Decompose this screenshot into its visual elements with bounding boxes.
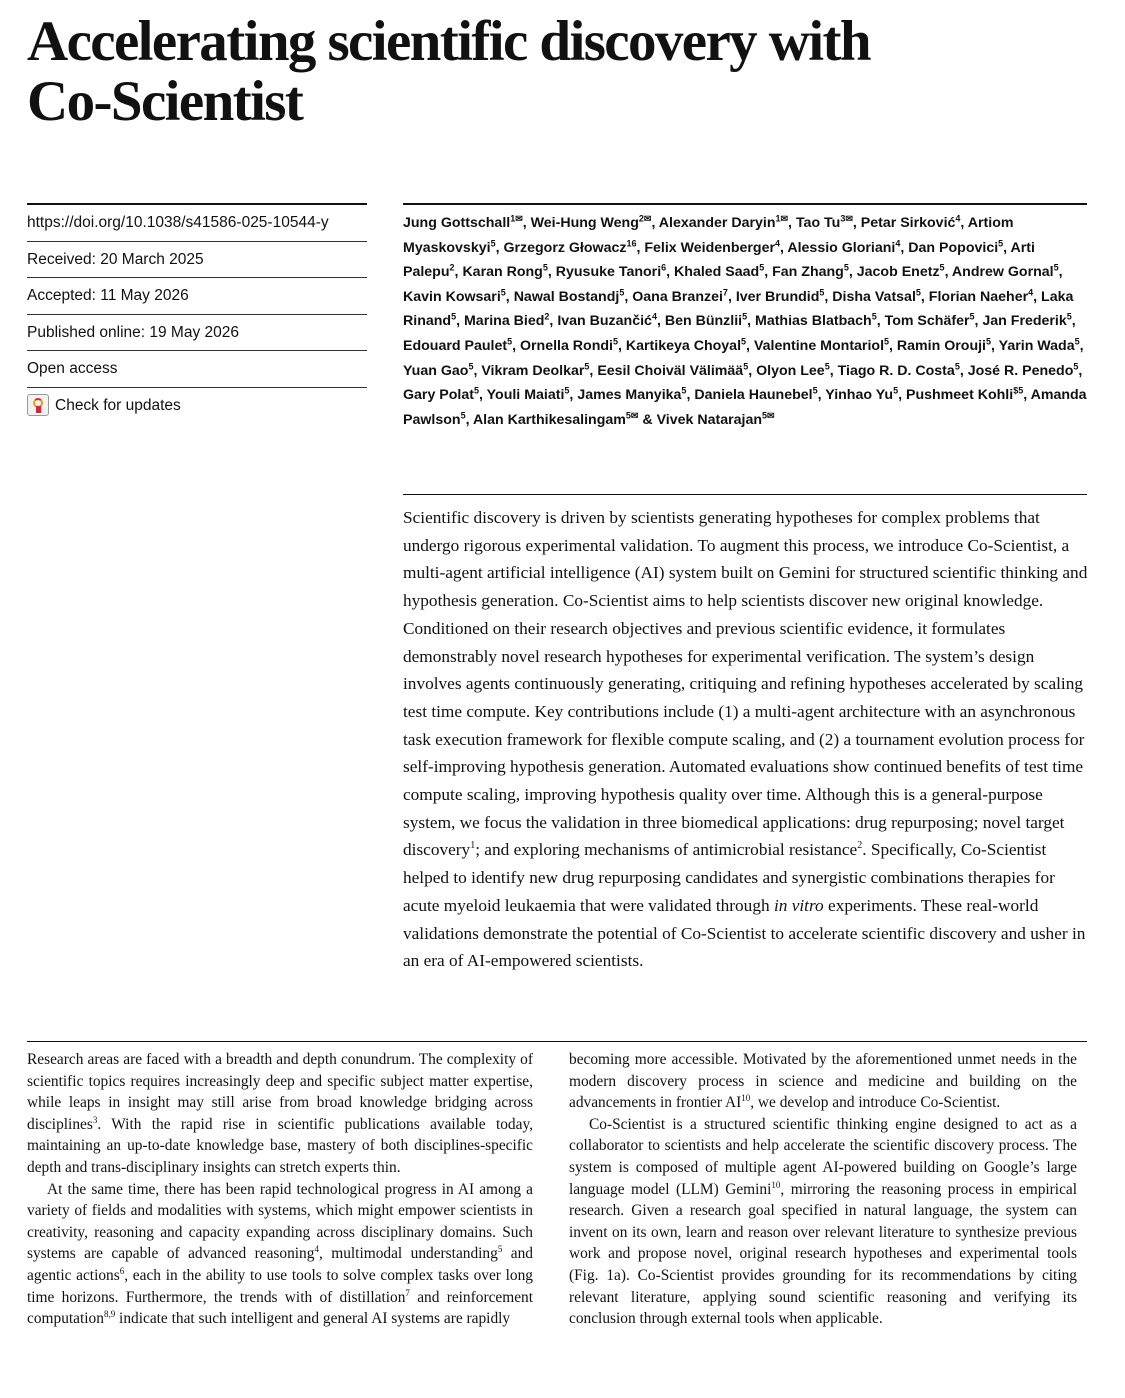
citation-ref[interactable]: 5: [497, 1244, 503, 1255]
author-name[interactable]: Ben Bünzlii: [664, 313, 743, 330]
author-name[interactable]: Oana Branzei: [632, 288, 723, 305]
author-separator: ,: [465, 411, 473, 428]
author-name[interactable]: Dan Popovici: [908, 239, 999, 256]
author-name[interactable]: Yinhao Yu: [825, 387, 894, 404]
author-affiliation: 5: [584, 360, 590, 371]
author-name[interactable]: Jung Gottschall: [403, 215, 511, 231]
author-separator: ,: [549, 313, 558, 330]
author-name[interactable]: Kartikeya Choyal: [625, 337, 742, 354]
author-name[interactable]: Tom Schäfer: [884, 313, 970, 330]
author-affiliation: 3✉: [840, 213, 853, 224]
author-affiliation: 5: [451, 311, 457, 322]
author-separator: ,: [876, 313, 885, 330]
author-separator: ,: [473, 362, 482, 379]
body-text: becoming more accessible. Motivated by the aforementioned unmet needs in the modern discovery process in science and medicine and building on the advancements in frontier AI: [569, 1051, 1077, 1112]
author-separator: ,: [900, 239, 909, 256]
citation-ref[interactable]: 2: [857, 840, 863, 852]
author-name[interactable]: Nawal Bostandj: [513, 288, 620, 305]
author-name[interactable]: Mathias Blatbach: [755, 313, 872, 330]
author-name[interactable]: Yarin Wada: [998, 337, 1075, 354]
author-affiliation: 2: [449, 262, 455, 273]
body-text: Co-Scientist is a structured scientific thinking engine designed to act as a collaborator to scientists and help accelerate the scientific discovery process. The system is composed of multiple agent AI-powered building on Google’s large language model (LLM) Gemini: [569, 1115, 1077, 1198]
author-affiliation: 7: [722, 287, 728, 298]
title-line-1: Accelerating scientific discovery with: [27, 10, 871, 73]
author-affiliation: 5: [1053, 262, 1059, 273]
author-affiliation: 4: [651, 311, 657, 322]
author-name[interactable]: Laka Rinand: [403, 288, 1074, 330]
abstract-text: experiments. These real-world validations demonstrate the potential of Co-Scientist to accelerate scientific discovery and usher in an era of AI-empowered scientists.: [403, 895, 1086, 971]
author-name[interactable]: Pushmeet Kohli: [905, 387, 1014, 404]
author-separator: ,: [651, 215, 659, 231]
citation-ref[interactable]: 8,9: [103, 1309, 116, 1319]
author-affiliation: 1✉: [510, 213, 523, 224]
crossmark-icon[interactable]: [27, 394, 49, 416]
author-affiliation: 5: [507, 336, 513, 347]
author-name[interactable]: Iver Brundid: [735, 288, 820, 305]
author-affiliation: 4: [1028, 287, 1034, 298]
author-separator: ,: [960, 215, 968, 231]
author-separator: ,: [495, 239, 504, 256]
author-affiliation: 5: [742, 311, 748, 322]
body-text: , each in the ability to use tools to solve complex tasks over long time horizons. Furthermore, the trends with of distillation: [27, 1266, 533, 1306]
body-column-left: [27, 1049, 533, 1330]
author-affiliation: 5: [915, 287, 921, 298]
author-affiliation: 5: [871, 311, 877, 322]
author-name[interactable]: Jacob Enetz: [856, 264, 940, 281]
title-line-2: Co-Scientist: [27, 70, 303, 133]
author-name[interactable]: Tiago R. D. Costa: [837, 362, 955, 379]
author-separator: ,: [991, 337, 999, 354]
body-text: and agentic actions: [27, 1245, 533, 1284]
author-separator: ,: [512, 337, 520, 354]
citation-ref[interactable]: 10: [771, 1179, 781, 1190]
author-name[interactable]: Edouard Paulet: [403, 337, 508, 354]
author-name[interactable]: Felix Weidenberger: [644, 239, 775, 256]
body-text: , multimodal understanding: [318, 1245, 498, 1263]
author-affiliation: 5: [812, 385, 818, 396]
author-name[interactable]: Tao Tu: [795, 215, 841, 231]
body-paragraph: [27, 1179, 533, 1330]
author-name[interactable]: Arti Palepu: [403, 239, 1035, 281]
author-separator: ,: [522, 215, 531, 231]
author-name[interactable]: Gary Polat: [403, 387, 474, 404]
author-affiliation: 5: [490, 237, 496, 248]
author-affiliation: 5: [542, 262, 548, 273]
author-separator: &: [638, 411, 657, 428]
author-affiliation: 5: [819, 287, 825, 298]
author-separator: ,: [920, 288, 929, 305]
abstract-text: . Specifically, Co-Scientist helped to identify new drug repurposing candidates and synergistic combinations therapies for acute myeloid leukaemia that were validated through: [403, 840, 1055, 915]
author-affiliation: 5: [893, 385, 899, 396]
author-affiliation: 5: [884, 336, 890, 347]
author-affiliation: 5: [969, 311, 975, 322]
body-paragraph: [27, 1049, 533, 1179]
author-list: [403, 211, 1093, 432]
citation-ref[interactable]: 6: [119, 1265, 125, 1276]
author-separator: ,: [478, 387, 487, 404]
author-name[interactable]: Kavin Kowsari: [403, 288, 501, 305]
author-name[interactable]: Alessio Gloriani: [787, 239, 896, 256]
author-affiliation: 16: [626, 237, 637, 248]
author-affiliation: 5: [741, 336, 747, 347]
author-name[interactable]: Ramin Orouji: [896, 337, 986, 354]
author-name[interactable]: Youli Maiati: [486, 387, 565, 404]
author-separator: ,: [1033, 288, 1042, 305]
author-name[interactable]: Petar Sirković: [860, 215, 956, 231]
author-name[interactable]: Valentine Montariol: [753, 337, 885, 354]
author-affiliation: 5: [1066, 311, 1072, 322]
author-name[interactable]: Ornella Rondi: [519, 337, 613, 354]
author-name[interactable]: Ivan Buzančić: [557, 313, 652, 330]
author-separator: ,: [747, 313, 755, 330]
author-affiliation: 5: [986, 336, 992, 347]
author-separator: ,: [636, 239, 645, 256]
author-affiliation: 5: [681, 385, 687, 396]
author-affiliation: 4: [955, 213, 961, 224]
author-name[interactable]: José R. Penedo: [967, 362, 1074, 379]
abstract-text: Scientific discovery is driven by scientists generating hypotheses for complex problems that undergo rigorous experimental validation. To augment this process, we introduce Co-Scientist, a multi-agent artificial intelligence (AI) system built on Gemini for structured scientific thinking and hypothesis generation. Co-Scientist aims to help scientists discover new original knowledge. Conditioned on their research objectives and previous scientific evidence, it formulates demonstrably novel research hypotheses for experimental verification. The system’s design involves agents continuously generating, critiquing and refining hypotheses accelerated by scaling test time compute. Key contributions include (1) a multi-agent architecture with an asynchronous task execution framework for flexible compute scaling, and (2) a tournament evolution process for self-improving hypothesis generation. Automated evaluations show continued benefits of test time compute scaling, improving hypothesis quality over time. Although this is a general-purpose system, we focus the validation in three biomedical applications: drug repurposing; novel target discovery: [403, 508, 1088, 860]
author-separator: ,: [1078, 362, 1083, 379]
author-name[interactable]: Olyon Lee: [756, 362, 825, 379]
author-affiliation: 5: [998, 237, 1004, 248]
author-separator: ,: [764, 264, 773, 281]
author-separator: ,: [852, 215, 861, 231]
check-for-updates-label: Check for updates: [55, 396, 181, 414]
author-affiliation: 5✉: [625, 410, 639, 421]
body-text: , mirroring the reasoning process in empirical research. Given a research goal specified in natural language, the system can invent on its own, learn and reason over relevant literature to synthesize previous work and propose novel, original research hypotheses and experimental tools (Fig. 1a). Co-Scientist provides grounding for its recommendations by citing relevant literature, applying sound scientific reasoning and verifying its conclusion through external tools when applicable.: [569, 1180, 1078, 1328]
author-affiliation: 6: [661, 262, 667, 273]
author-affiliation: 5: [612, 336, 618, 347]
author-name[interactable]: Jan Frederik: [982, 313, 1067, 330]
author-name[interactable]: Disha Vatsal: [832, 288, 916, 305]
author-name[interactable]: Yuan Gao: [403, 362, 469, 379]
body-text: Research areas are faced with a breadth and depth conundrum. The complexity of scientific topics requires increasingly deep and specific subject matter expertise, while leaps in insight may still arise from broad knowledge bridging across disciplines: [27, 1051, 533, 1133]
author-separator: ,: [829, 362, 838, 379]
author-name[interactable]: Alan Karthikesalingam: [472, 411, 626, 428]
body-text: indicate that such intelligent and general AI systems are rapidly: [115, 1310, 511, 1328]
author-separator: ,: [1079, 337, 1084, 354]
author-separator: ,: [974, 313, 983, 330]
received-date: Received: 20 March 2025: [27, 242, 367, 279]
citation-ref[interactable]: 3: [92, 1114, 98, 1125]
author-name[interactable]: Khaled Saad: [674, 264, 760, 281]
author-separator: ,: [666, 264, 675, 281]
author-separator: ,: [944, 264, 952, 281]
author-separator: ,: [454, 264, 463, 281]
author-name[interactable]: Andrew Gornal: [951, 264, 1054, 281]
article-metadata: [27, 203, 367, 423]
author-separator: ,: [624, 288, 633, 305]
author-separator: ,: [898, 387, 906, 404]
published-date: Published online: 19 May 2026: [27, 315, 367, 352]
author-affiliation: 2✉: [638, 213, 652, 224]
author-affiliation: 1✉: [775, 213, 789, 224]
author-affiliation: 5: [1073, 360, 1079, 371]
author-affiliation: 4: [895, 237, 901, 248]
abstract-italic: in vitro: [773, 895, 824, 915]
body-column-right: [569, 1049, 1077, 1330]
author-affiliation: 5: [564, 385, 570, 396]
author-name[interactable]: Eesil Choiväl Välimää: [597, 362, 744, 379]
author-separator: ,: [589, 362, 598, 379]
author-affiliation: 5: [473, 385, 479, 396]
doi-link[interactable]: https://doi.org/10.1038/s41586-025-10544-y: [27, 205, 367, 242]
author-affiliation: 5: [954, 360, 960, 371]
author-separator: ,: [817, 387, 826, 404]
citation-ref[interactable]: 7: [405, 1287, 410, 1298]
author-separator: ,: [848, 264, 857, 281]
article-title: [27, 12, 1027, 132]
author-name[interactable]: Grzegorz Głowacz: [503, 239, 627, 256]
author-separator: ,: [959, 362, 968, 379]
authors-top-rule: [403, 203, 1087, 205]
body-text: At the same time, there has been rapid technological progress in AI among a variety of fields and modalities with systems, which might empower scientists in creativity, reasoning and capacity expanding across disciplinary domains. Such systems are capable of advanced reasoning: [27, 1180, 533, 1263]
author-affiliation: 5: [1074, 336, 1080, 347]
author-separator: ,: [788, 215, 796, 231]
author-affiliation: $5: [1013, 385, 1024, 396]
author-separator: ,: [746, 337, 754, 354]
author-separator: ,: [618, 337, 626, 354]
author-separator: ,: [1058, 264, 1063, 281]
citation-ref[interactable]: 10: [741, 1093, 751, 1104]
author-separator: ,: [1003, 239, 1011, 256]
author-affiliation: 5: [843, 262, 849, 273]
check-for-updates-link[interactable]: [27, 388, 367, 424]
abstract-rule: [403, 494, 1087, 495]
author-affiliation: 5✉: [762, 410, 775, 421]
author-separator: ,: [780, 239, 788, 256]
author-name[interactable]: Fan Zhang: [772, 264, 844, 281]
abstract-text: ; and exploring mechanisms of antimicrobial resistance: [475, 840, 858, 860]
body-text: and reinforcement computation: [27, 1288, 534, 1328]
body-paragraph: [569, 1049, 1077, 1114]
author-separator: ,: [824, 288, 833, 305]
author-affiliation: 5: [939, 262, 945, 273]
author-affiliation: 5: [468, 360, 474, 371]
author-name[interactable]: James Manyika: [577, 387, 682, 404]
author-name[interactable]: Marina Bied: [463, 313, 545, 330]
author-name[interactable]: Artiom Myaskovskyi: [403, 215, 1014, 256]
author-name[interactable]: Florian Naeher: [928, 288, 1029, 305]
body-rule: [27, 1041, 1087, 1042]
author-separator: ,: [569, 387, 578, 404]
author-name[interactable]: Amanda Pawlson: [403, 387, 1087, 428]
author-name[interactable]: Wei-Hung Weng: [530, 215, 639, 231]
author-separator: ,: [686, 387, 695, 404]
author-affiliation: 2: [544, 311, 550, 322]
body-text: , we develop and introduce Co-Scientist.: [750, 1094, 1001, 1112]
author-separator: ,: [656, 313, 665, 330]
author-separator: ,: [1023, 387, 1031, 404]
open-access-label: Open access: [27, 351, 367, 388]
accepted-date: Accepted: 11 May 2026: [27, 278, 367, 315]
author-separator: ,: [727, 288, 736, 305]
author-name[interactable]: Alexander Daryin: [658, 215, 776, 231]
author-affiliation: 5: [824, 360, 830, 371]
citation-ref[interactable]: 4: [314, 1244, 319, 1255]
author-name[interactable]: Vikram Deolkar: [481, 362, 585, 379]
author-affiliation: 5: [743, 360, 749, 371]
author-separator: ,: [748, 362, 757, 379]
author-name[interactable]: Vivek Natarajan: [656, 411, 763, 428]
author-affiliation: 5: [500, 287, 506, 298]
author-separator: ,: [1071, 313, 1076, 330]
author-affiliation: 4: [774, 237, 780, 248]
author-name[interactable]: Ryusuke Tanori: [555, 264, 662, 281]
body-paragraph: [569, 1114, 1077, 1330]
author-separator: ,: [505, 288, 514, 305]
author-name[interactable]: Daniela Haunebel: [694, 387, 813, 404]
author-affiliation: 5: [759, 262, 765, 273]
author-affiliation: 5: [460, 410, 466, 421]
author-separator: ,: [889, 337, 897, 354]
author-separator: ,: [456, 313, 464, 330]
body-text: . With the rapid rise in scientific publications available today, maintaining an up-to-date knowledge base, mastery of both disciplines-specific depth and trans-disciplinary insights can stretch experts thin.: [27, 1115, 533, 1176]
citation-ref[interactable]: 1: [470, 840, 476, 852]
author-affiliation: 5: [619, 287, 625, 298]
author-name[interactable]: Karan Rong: [462, 264, 543, 281]
abstract: [403, 504, 1093, 975]
author-separator: ,: [547, 264, 556, 281]
